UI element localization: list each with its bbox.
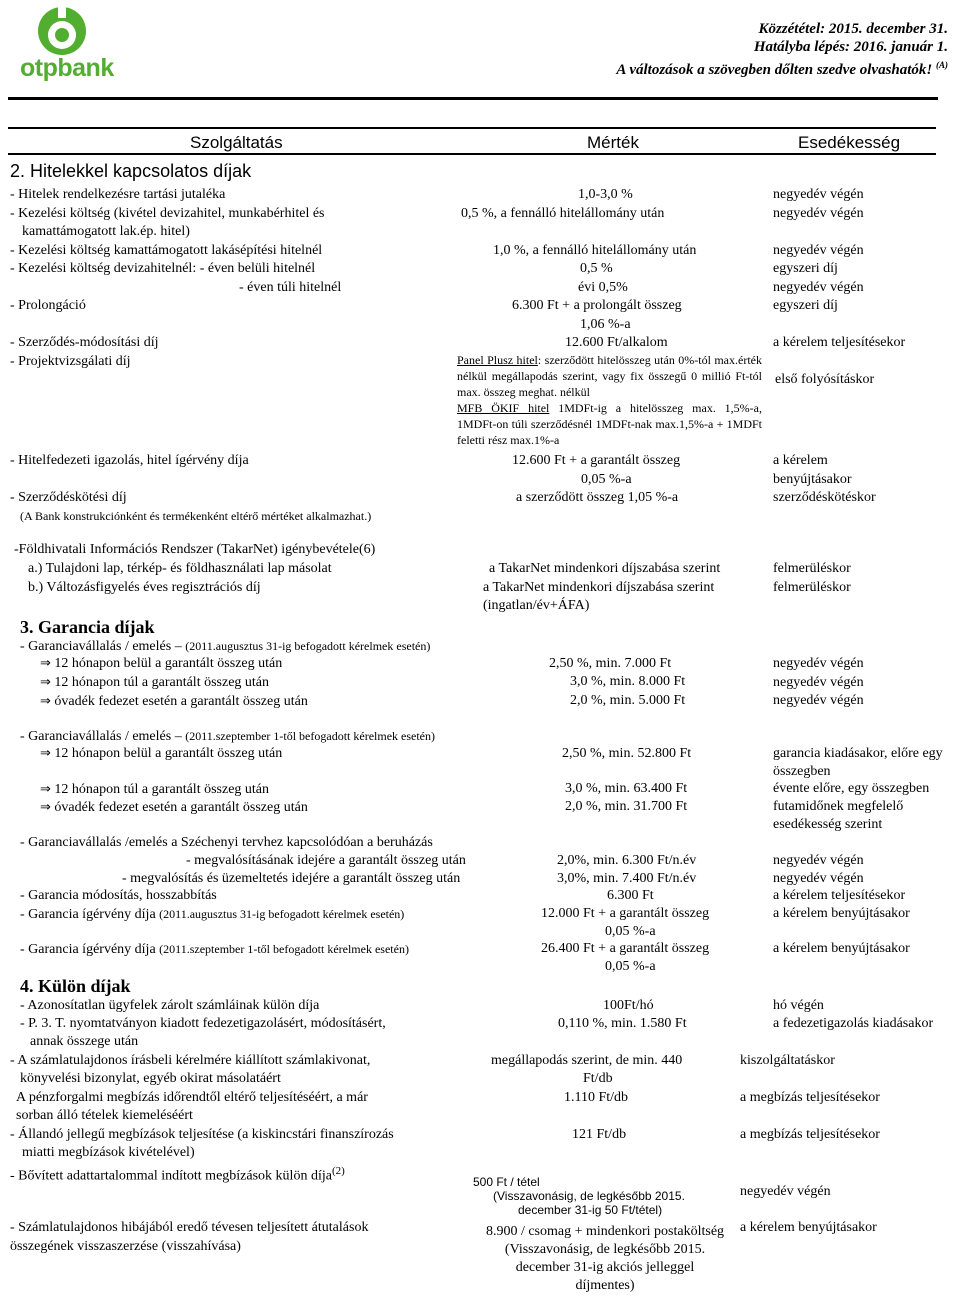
s4-k3-rate2: Ft/db [583,1071,613,1086]
s2-r5-rate2: 1,06 %-a [580,317,631,332]
s3-ig1-text: - Garancia ígérvény díja [20,907,160,922]
s3-ig1-note: (2011.augusztus 31-ig befogadott kérelmek esetén) [159,907,405,921]
s3-ig2-rate2: 0,05 %-a [605,959,656,974]
s4-k4-label: A pénzforgalmi megbízás időrendtől eltérő teljesítéséért, a már [16,1090,368,1105]
panel-plusz-text: : szerződött hitelösszeg után 0%-tól max.érték nélkül megállapodás szerint, vagy fix összegű 0 millió Ft-tól max. összeg meghat. nélkül [457,353,762,399]
s4-k1-label: - Azonosítatlan ügyfelek zárolt számláinak külön díja [20,998,320,1013]
effective-date: Hatályba lépés: 2016. január 1. [753,39,948,55]
s3-g1a-rate: 2,50 %, min. 7.000 Ft [549,656,672,671]
s2-r8-rate2: 0,05 %-a [581,472,632,487]
s4-k2-label2: annak összege után [30,1034,139,1049]
s4-k3-rate: megállapodás szerint, de min. 440 [491,1053,683,1068]
s3-ig1-rate2: 0,05 %-a [605,924,656,939]
section-4-title: 4. Külön díjak [20,976,131,996]
s3-ig2-text: - Garancia ígérvény díja [20,942,160,957]
s4-k5-rate: 121 Ft/db [572,1127,627,1142]
s3-g1b-label: 12 hónapon túl a garantált összeg után [54,675,270,690]
s2-r1-due: negyedév végén [773,187,864,202]
s4-k7-rate: 8.900 / csomag + mindenkori postaköltség (Visszavonásig, de legkésőbb 2015. december 31-ig akciós jelleggel díjmentes) [485,1224,725,1293]
s3-g2c-due: futamidőnek megfelelő [773,799,904,814]
s4-k6-text: - Bővített adattartalommal indított megbízások külön díja [10,1168,332,1184]
s3-g1b-rate: 3,0 %, min. 8.000 Ft [570,674,686,689]
s4-k6-due: negyedév végén [740,1184,831,1199]
s4-k3-label: - A számlatulajdonos írásbeli kérelmére kiállított számlakivonat, [10,1053,371,1068]
s2-r9-rate: a szerződött összeg 1,05 %-a [516,490,679,505]
takarnet-b-due: felmerüléskor [773,580,851,595]
s2-r1-rate: 1,0-3,0 % [578,187,633,202]
s4-k5-due: a megbízás teljesítésekor [740,1127,880,1142]
column-divider-top [8,127,936,129]
s3-g2a-label: 12 hónapon belül a garantált összeg után [54,746,283,761]
s3-sz-l2: - megvalósítás és üzemeltetés idejére a garantált összeg után [122,871,461,886]
s3-ig2-label [20,941,409,958]
s3-g2b-due: évente előre, egy összegben [773,781,930,796]
column-header-service: Szolgáltatás [190,133,283,152]
s2-r5-rate: 6.300 Ft + a prolongált összeg [512,298,682,313]
s2-r8-due: a kérelem [773,453,828,468]
s3-g1c-due: negyedév végén [773,693,864,708]
s3-g1a-row [40,656,282,672]
s4-k2-due: a fedezetigazolás kiadásakor [773,1016,934,1031]
double-arrow-icon: ⇒ [40,656,51,671]
s2-r9-due: szerződéskötéskor [773,490,876,505]
s3-g2a-due: garancia kiadásakor, előre egy [773,746,943,761]
s2-r6-due: a kérelem teljesítésekor [773,335,906,350]
s3-sz-l1: - megvalósításának idejére a garantált összeg után [186,853,466,868]
s3-g2b-rate: 3,0 %, min. 63.400 Ft [565,781,688,796]
s4-k7-label: - Számlatulajdonos hibájából eredő tévesen teljesített átutalások [10,1220,369,1235]
section-3-title: 3. Garancia díjak [20,617,155,637]
s2-r8-label: - Hitelfedezeti igazolás, hitel ígérvény díja [10,453,249,468]
mfb-okif-label: MFB ÖKIF hitel [457,401,550,415]
s3-g1-note: (2011.augusztus 31-ig befogadott kérelmek esetén) [185,639,431,653]
s4-k1-due: hó végén [773,998,824,1013]
s4-k5-label2: miatti megbízások kivételével) [22,1145,195,1160]
s2-r8-rate: 12.600 Ft + a garantált összeg [512,453,681,468]
s2-r4-rate: 0,5 % [580,261,613,276]
s2-r2-due: negyedév végén [773,206,864,221]
s3-g1c-rate: 2,0 %, min. 5.000 Ft [570,693,686,708]
s3-g2b-row [40,782,269,798]
s4-k6-rate: 500 Ft / tétel [473,1175,540,1189]
s3-g2-note: (2011.szeptember 1-től befogadott kérelmek esetén) [185,729,435,743]
s4-k6-rate3: december 31-ig 50 Ft/tétel) [518,1203,663,1217]
column-header-rate: Mérték [587,133,639,152]
s3-g2a-row [40,746,282,762]
s2-r9-label: - Szerződéskötési díj [10,490,127,505]
double-arrow-icon: ⇒ [40,746,51,761]
s4-k2-rate: 0,110 %, min. 1.580 Ft [558,1016,687,1031]
s4-k4-label2: sorban álló tételek kiemeléséért [16,1108,193,1123]
s3-g2a-due2: összegben [773,764,831,779]
s3-ig1-rate: 12.000 Ft + a garantált összeg [541,906,710,921]
s3-g2c-label: óvadék fedezet esetén a garantált összeg után [54,800,308,815]
takarnet-b-label: b.) Változásfigyelés éves regisztrációs díj [28,580,261,595]
otp-logo-text: otpbank [20,54,114,82]
takarnet-b-rate: a TakarNet mindenkori díjszabása szerint [483,580,715,595]
s2-r6-rate: 12.600 Ft/alkalom [565,335,668,350]
italic-notice: A változások a szövegben dőlten szedve olvashatók! $^{(A)}$ [616,60,948,78]
s2-r2-label: - Kezelési költség (kivétel devizahitel, munkabérhitel és [10,206,325,221]
s2-note: (A Bank konstrukciónként és termékenként eltérő mértéket alkalmazhat.) [20,509,372,523]
s3-ig2-due: a kérelem benyújtásakor [773,941,910,956]
takarnet-a-due: felmerüléskor [773,561,851,576]
takarnet-b-rate2: (ingatlan/év+ÁFA) [483,598,590,613]
s4-k6-label [10,1163,345,1185]
double-arrow-icon: ⇒ [40,782,51,797]
double-arrow-icon: ⇒ [40,800,51,815]
s4-k7-label2: összegének visszaszerzése (visszahívása) [10,1239,241,1254]
section-2-title: 2. Hitelekkel kapcsolatos díjak [10,161,252,181]
s3-g1-text: - Garanciavállalás / emelés – [20,639,186,654]
s3-g2c-row [40,800,308,816]
notice-sup: (A) [936,60,948,70]
otp-logo [20,4,114,84]
s3-g1c-row [40,694,308,710]
mfb-okif-text: 1MDFt-ig a hitelösszeg max. 1,5%-a, 1MDFt-on túli szerződésnél 1MDFt-nak max.1,5%-a + 1MDFt feletti rész max.1%-a [457,401,762,447]
s2-r5-label: - Prolongáció [10,298,86,313]
takarnet-a-label: a.) Tulajdoni lap, térkép- és földhasználati lap másolat [28,561,332,576]
s3-g1a-due: negyedév végén [773,656,864,671]
s3-ig1-due: a kérelem benyújtásakor [773,906,910,921]
s2-r2-rate: 0,5 %, a fennálló hitelállomány után [461,206,665,221]
takarnet-title: -Földhivatali Információs Rendszer (TakarNet) igénybevétele(6) [14,542,376,557]
s3-sz-d2: negyedév végén [773,871,864,886]
s2-r4-due2: negyedév végén [773,280,864,295]
s4-k3-due: kiszolgáltatáskor [740,1053,835,1068]
s2-r1-label: - Hitelek rendelkezésre tartási jutaléka [10,187,226,202]
s3-mod-label: - Garancia módosítás, hosszabbítás [20,888,217,903]
s2-r4-due: egyszeri díj [773,261,838,276]
column-header-due: Esedékesség [798,133,901,152]
s3-g1b-due: negyedév végén [773,675,864,690]
s3-sz-d1: negyedév végén [773,853,864,868]
s4-k5-label: - Állandó jellegű megbízások teljesítése (a kiskincstári finanszírozás [10,1127,394,1142]
panel-plusz-label: Panel Plusz hitel [457,353,538,367]
s4-k3-label2: könyvelési bizonylat, egyéb okirat másolatáért [20,1071,281,1086]
s3-mod-rate: 6.300 Ft [607,888,654,903]
s3-ig2-note: (2011.szeptember 1-től befogadott kérelmek esetén) [159,942,409,956]
s2-r4-label2: - éven túli hitelnél [239,280,342,295]
s3-ig2-rate: 26.400 Ft + a garantált összeg [541,941,710,956]
column-divider-bottom [8,153,936,155]
s2-r3-rate: 1,0 %, a fennálló hitelállomány után [493,243,697,258]
s2-r2-label2: kamattámogatott lak.ép. hitel) [22,224,190,239]
s3-g2c-due2: esedékesség szerint [773,817,883,832]
s3-g2a-rate: 2,50 %, min. 52.800 Ft [562,746,692,761]
s4-k7-due: a kérelem benyújtásakor [740,1220,877,1235]
s4-k6-rate-block [473,1175,723,1217]
s3-sz-r2: 3,0%, min. 7.400 Ft/n.év [557,871,697,886]
top-divider [8,97,938,100]
s3-g2c-rate: 2,0 %, min. 31.700 Ft [565,799,688,814]
s3-mod-due: a kérelem teljesítésekor [773,888,906,903]
s2-r8-due2: benyújtásakor [773,472,852,487]
s2-r6-label: - Szerződés-módosítási díj [10,335,159,350]
s3-g1-label [20,638,430,655]
s3-sz-r1: 2,0%, min. 6.300 Ft/n.év [557,853,697,868]
s4-k6-rate2: (Visszavonásig, de legkésőbb 2015. [493,1189,685,1203]
s3-sz-label: - Garanciavállalás /emelés a Széchenyi tervhez kapcsolódóan a beruházás [20,835,433,850]
s2-r7-due: első folyósításkor [775,372,875,387]
s4-k1-rate: 100Ft/hó [603,998,654,1013]
s3-g1a-label: 12 hónapon belül a garantált összeg után [54,656,283,671]
takarnet-a-rate: a TakarNet mindenkori díjszabása szerint [489,561,721,576]
s3-g1c-label: óvadék fedezet esetén a garantált összeg után [54,694,308,709]
s4-k2-label: - P. 3. T. nyomtatványon kiadott fedezetigazolásért, módosításért, [20,1016,386,1031]
s2-r5-due: egyszeri díj [773,298,838,313]
s2-r4-rate2: évi 0,5% [578,280,628,295]
effective-date-notice [616,20,948,79]
s4-k4-rate: 1.110 Ft/db [564,1090,629,1105]
s2-r4-label: - Kezelési költség devizahitelnél: - éven belüli hitelnél [10,261,316,276]
publish-date: Közzététel: 2015. december 31. [758,21,948,37]
s3-g2b-label: 12 hónapon túl a garantált összeg után [54,782,270,797]
double-arrow-icon: ⇒ [40,694,51,709]
s3-ig1-label [20,906,404,923]
s3-g2-text: - Garanciavállalás / emelés – [20,729,186,744]
s2-r3-label: - Kezelési költség kamattámogatott lakásépítési hitelnél [10,243,323,258]
s2-r7-label: - Projektvizsgálati díj [10,354,131,369]
s3-g1b-row [40,675,269,691]
s2-r7-description [457,352,762,448]
double-arrow-icon: ⇒ [40,675,51,690]
s3-g2-label [20,728,435,745]
s4-k6-sup: (2) [331,1165,345,1177]
s4-k4-due: a megbízás teljesítésekor [740,1090,880,1105]
s2-r3-due: negyedév végén [773,243,864,258]
